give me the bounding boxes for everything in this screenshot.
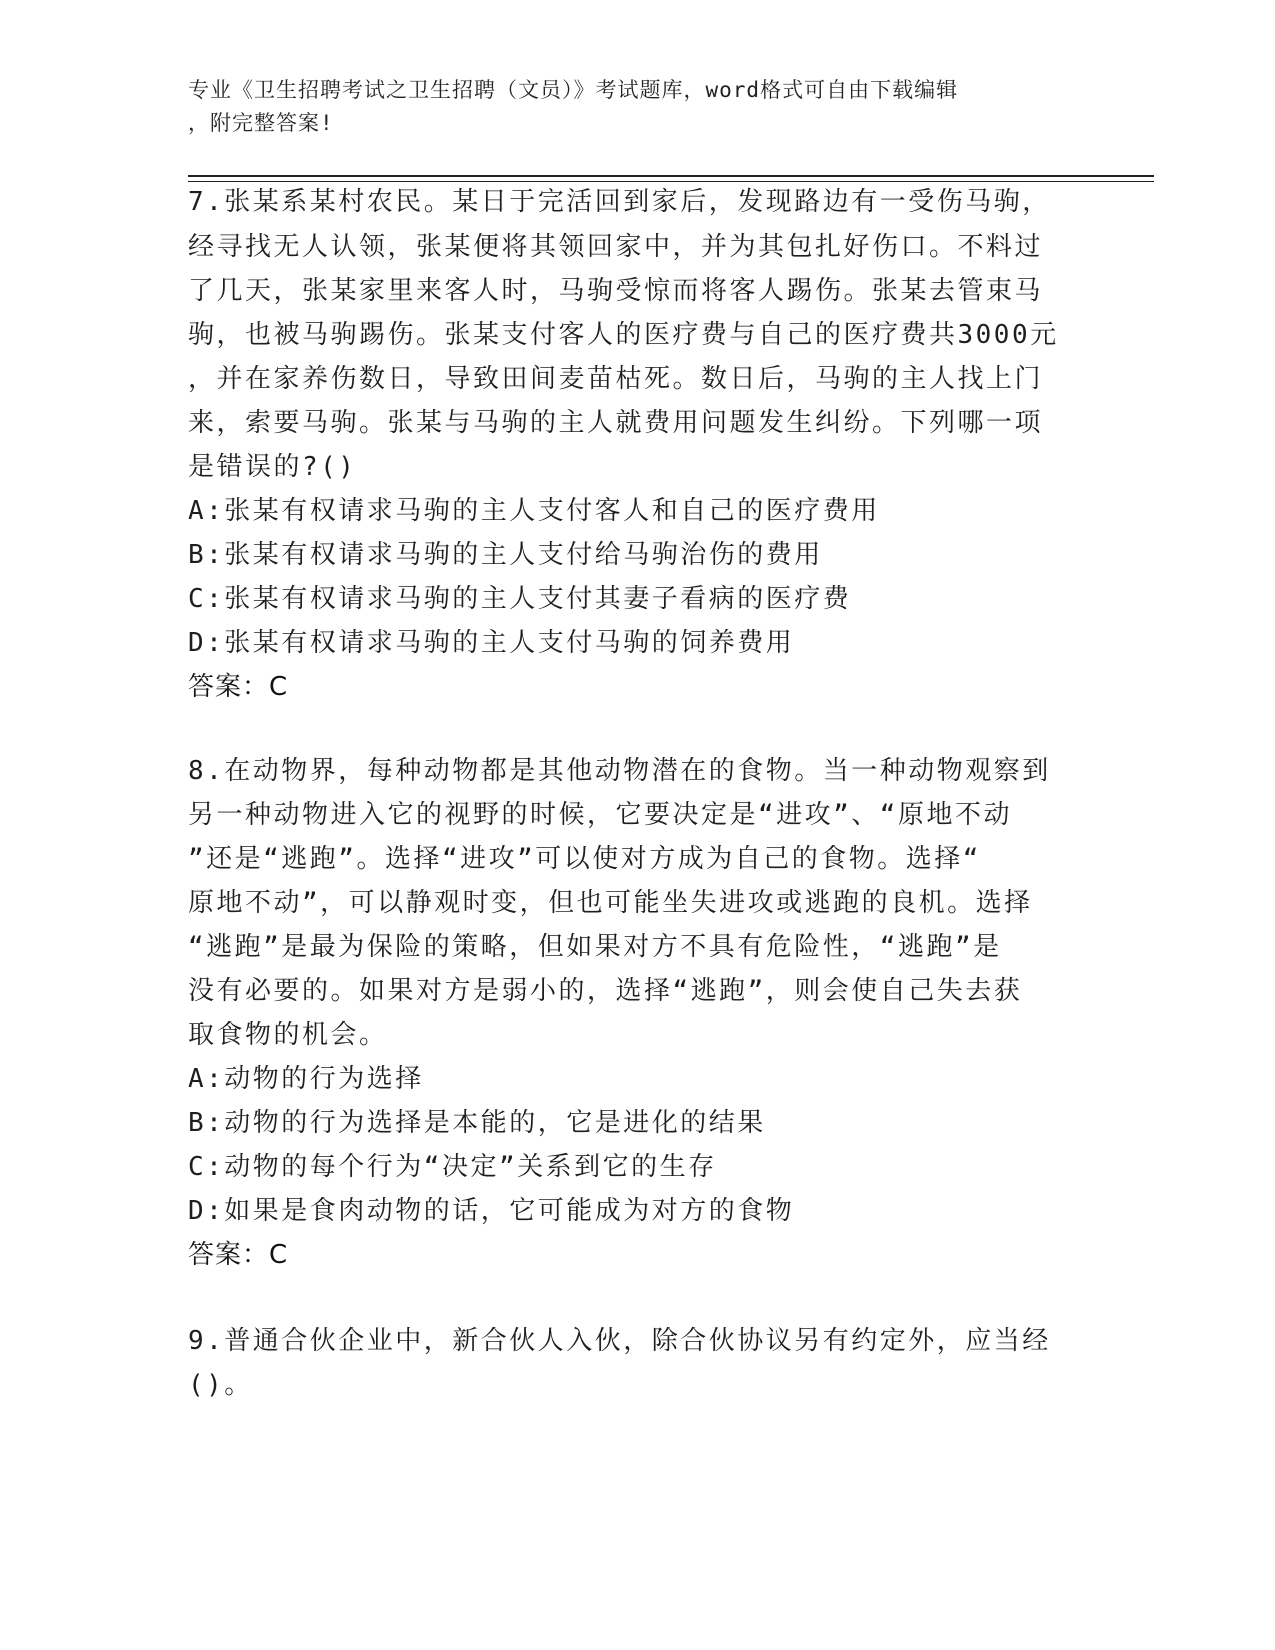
question-8-line-7: 取食物的机会。 bbox=[188, 1020, 388, 1050]
question-8-option-d: D:如果是食肉动物的话，它可能成为对方的食物 bbox=[188, 1196, 795, 1226]
question-8-line-6: 没有必要的。如果对方是弱小的，选择“逃跑”，则会使自己失去获 bbox=[188, 976, 1023, 1006]
question-7-line-6: 来，索要马驹。张某与马驹的主人就费用问题发生纠纷。下列哪一项 bbox=[188, 408, 1044, 438]
question-7-option-a: A:张某有权请求马驹的主人支付客人和自己的医疗费用 bbox=[188, 496, 880, 526]
question-7-line-1: 7.张某系某村农民。某日于完活回到家后，发现路边有一受伤马驹， bbox=[188, 187, 1051, 217]
question-8-line-3: ”还是“逃跑”。选择“进攻”可以使对方成为自己的食物。选择“ bbox=[188, 844, 981, 874]
question-7-line-4: 驹，也被马驹踢伤。张某支付客人的医疗费与自己的医疗费共3000元 bbox=[188, 320, 1059, 350]
question-7-line-5: ，并在家养伤数日，导致田间麦苗枯死。数日后，马驹的主人找上门 bbox=[188, 364, 1044, 394]
header-divider-thick bbox=[188, 175, 1154, 177]
question-7-line-7: 是错误的?() bbox=[188, 452, 357, 482]
question-7-option-c: C:张某有权请求马驹的主人支付其妻子看病的医疗费 bbox=[188, 584, 852, 614]
header-line-1: 专业《卫生招聘考试之卫生招聘（文员）》考试题库，word格式可自由下载编辑 bbox=[188, 78, 959, 102]
question-7-line-3: 了几天，张某家里来客人时，马驹受惊而将客人踢伤。张某去管束马 bbox=[188, 276, 1044, 306]
question-8-answer: 答案：C bbox=[188, 1240, 289, 1270]
question-9-line-2: ()。 bbox=[188, 1370, 253, 1400]
question-8-option-b: B:动物的行为选择是本能的，它是进化的结果 bbox=[188, 1108, 766, 1138]
header-line-2: ，附完整答案! bbox=[188, 111, 334, 135]
question-9-line-1: 9.普通合伙企业中，新合伙人入伙，除合伙协议另有约定外，应当经 bbox=[188, 1326, 1051, 1356]
document-header bbox=[188, 74, 1068, 140]
question-8-option-c: C:动物的每个行为“决定”关系到它的生存 bbox=[188, 1152, 717, 1182]
question-7-option-b: B:张某有权请求马驹的主人支付给马驹治伤的费用 bbox=[188, 540, 823, 570]
question-8-line-5: “逃跑”是最为保险的策略，但如果对方不具有危险性，“逃跑”是 bbox=[188, 932, 1002, 962]
question-7-option-d: D:张某有权请求马驹的主人支付马驹的饲养费用 bbox=[188, 628, 795, 658]
question-7-answer: 答案：C bbox=[188, 672, 289, 702]
question-8-line-4: 原地不动”，可以静观时变，但也可能坐失进攻或逃跑的良机。选择 bbox=[188, 888, 1033, 918]
question-8-option-a: A:动物的行为选择 bbox=[188, 1064, 424, 1094]
question-7-line-2: 经寻找无人认领，张某便将其领回家中，并为其包扎好伤口。不料过 bbox=[188, 232, 1044, 262]
question-8-line-1: 8.在动物界，每种动物都是其他动物潜在的食物。当一种动物观察到 bbox=[188, 756, 1051, 786]
question-8-line-2: 另一种动物进入它的视野的时候，它要决定是“进攻”、“原地不动 bbox=[188, 800, 1012, 830]
